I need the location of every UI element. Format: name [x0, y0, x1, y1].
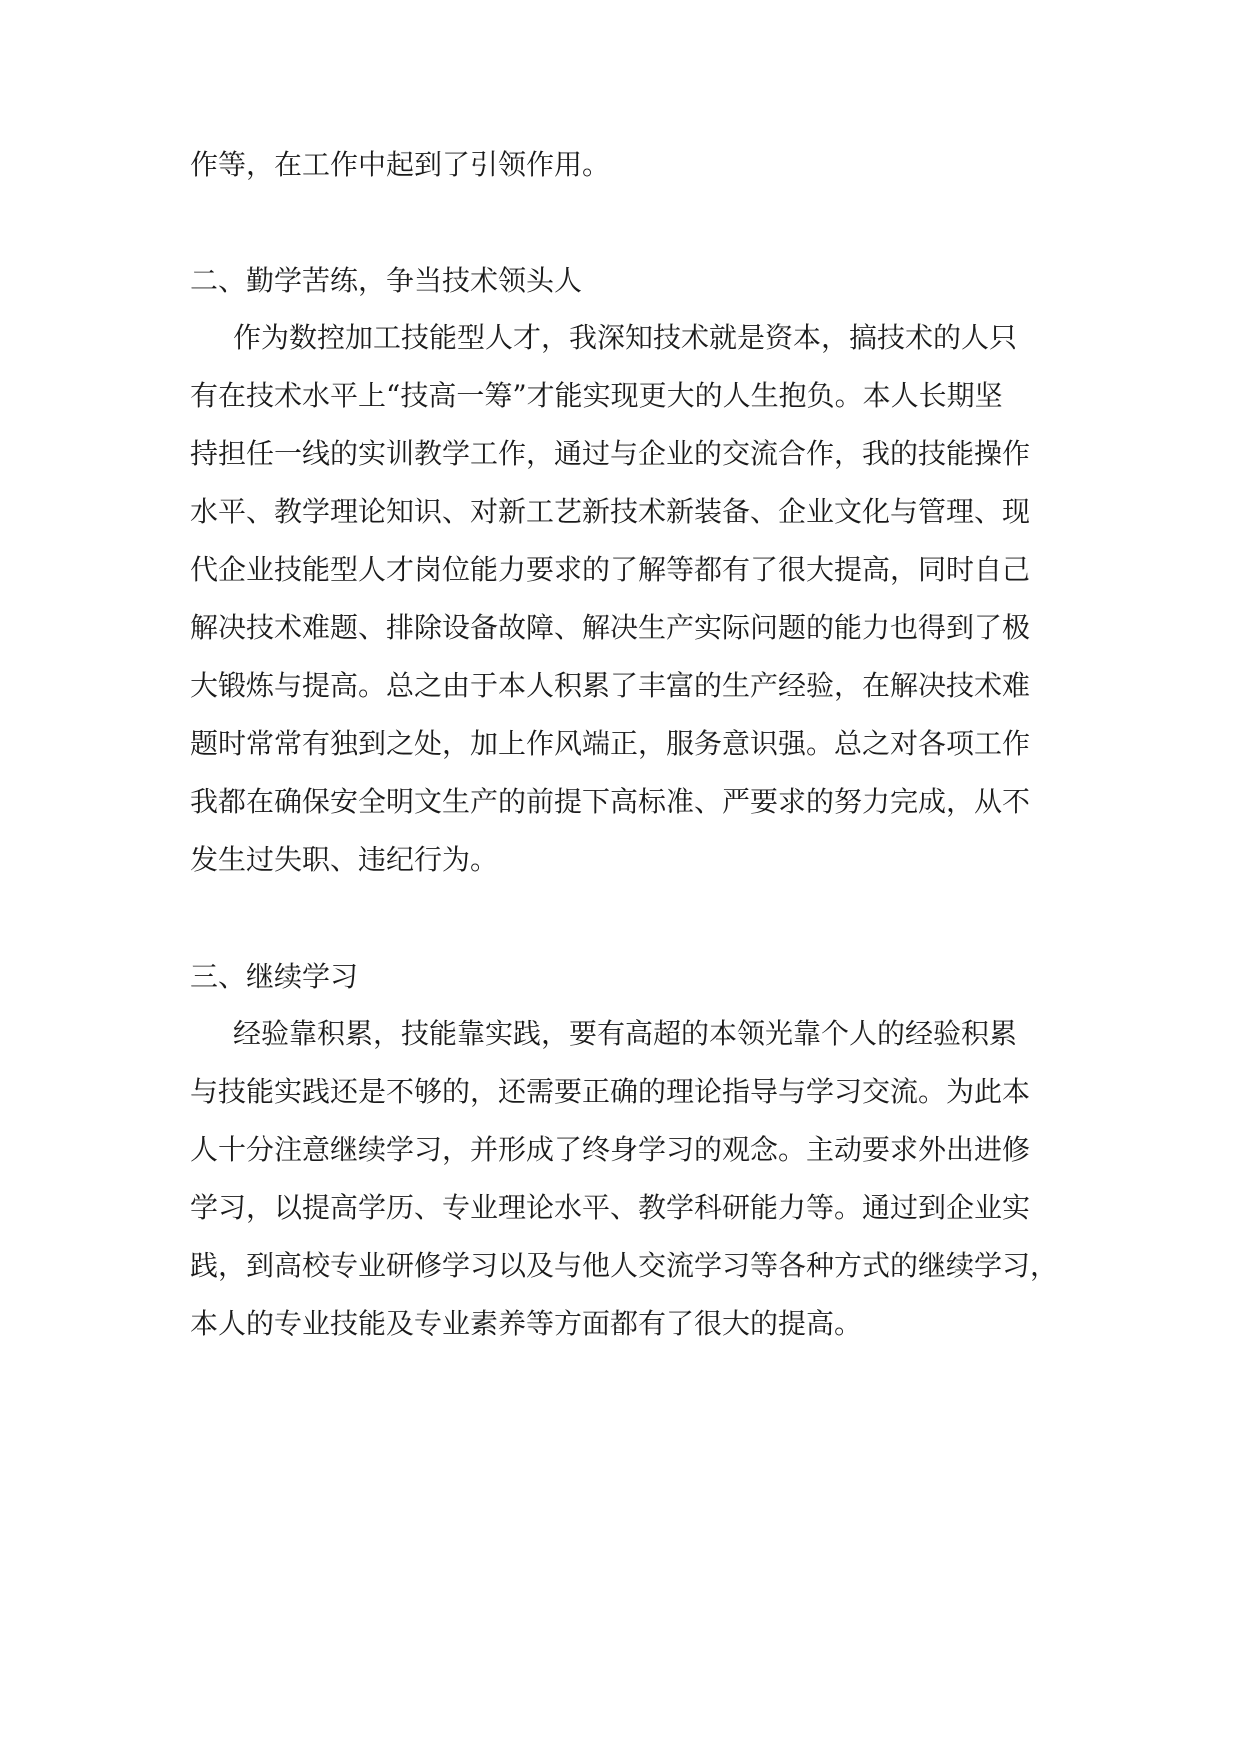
paragraph-line: 本人的专业技能及专业素养等方面都有了很大的提高。	[190, 1307, 863, 1340]
paragraph-line: 经验靠积累，技能靠实践，要有高超的本领光靠个人的经验积累	[233, 1017, 1018, 1050]
paragraph-line: 代企业技能型人才岗位能力要求的了解等都有了很大提高，同时自己	[190, 553, 1031, 586]
paragraph-line: 发生过失职、违纪行为。	[190, 843, 499, 876]
paragraph-line: 我都在确保安全明文生产的前提下高标准、严要求的努力完成，从不	[190, 785, 1031, 818]
paragraph-line: 有在技术水平上“技高一筹”才能实现更大的人生抱负。本人长期坚	[190, 379, 1003, 412]
paragraph-continuation: 作等，在工作中起到了引领作用。	[190, 148, 611, 181]
paragraph-line: 与技能实践还是不够的，还需要正确的理论指导与学习交流。为此本	[190, 1075, 1031, 1108]
paragraph-line: 解决技术难题、排除设备故障、解决生产实际问题的能力也得到了极	[190, 611, 1031, 644]
paragraph-line: 人十分注意继续学习，并形成了终身学习的观念。主动要求外出进修	[190, 1133, 1031, 1166]
paragraph-line: 作为数控加工技能型人才，我深知技术就是资本，搞技术的人只	[233, 321, 1018, 354]
paragraph-line: 大锻炼与提高。总之由于本人积累了丰富的生产经验，在解决技术难	[190, 669, 1031, 702]
paragraph-line: 题时常常有独到之处，加上作风端正，服务意识强。总之对各项工作	[190, 727, 1031, 760]
paragraph-line: 持担任一线的实训教学工作，通过与企业的交流合作，我的技能操作	[190, 437, 1031, 470]
section-heading-2: 二、勤学苦练，争当技术领头人	[190, 264, 583, 297]
paragraph-line: 学习，以提高学历、专业理论水平、教学科研能力等。通过到企业实	[190, 1191, 1031, 1224]
section-heading-3: 三、继续学习	[190, 960, 359, 993]
paragraph-line: 践，到高校专业研修学习以及与他人交流学习等各种方式的继续学习，	[190, 1249, 1059, 1282]
paragraph-line: 水平、教学理论知识、对新工艺新技术新装备、企业文化与管理、现	[190, 495, 1031, 528]
